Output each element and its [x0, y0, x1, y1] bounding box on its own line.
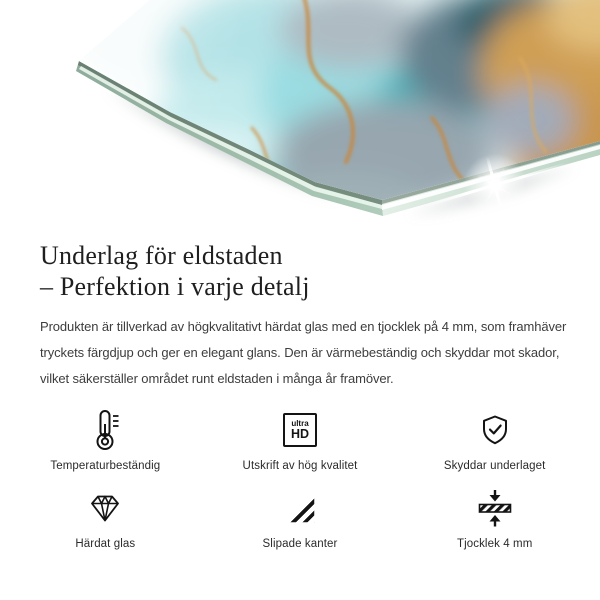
feature-print-quality [203, 408, 398, 472]
title-line-2: – Perfektion i varje detalj [40, 272, 310, 301]
features-grid [8, 408, 592, 550]
shield-check-icon [479, 408, 511, 452]
feature-label: Tjocklek 4 mm [456, 538, 533, 550]
page-title [40, 240, 600, 302]
feature-label: Härdat glas [75, 538, 136, 550]
product-description [40, 314, 600, 392]
ultra-hd-icon-text-bottom: HD [290, 427, 310, 441]
thermometer-icon [89, 408, 121, 452]
polished-edges-icon [284, 486, 315, 530]
feature-label: Temperaturbeständig [50, 460, 161, 472]
feature-tempered-glass [8, 486, 203, 550]
feature-thickness [397, 486, 592, 550]
description-line: vilket säkerställer området runt eldstaden i många år framöver. [40, 371, 394, 386]
ultra-hd-icon [283, 408, 317, 452]
feature-label: Utskrift av hög kvalitet [242, 460, 358, 472]
thickness-icon [475, 486, 515, 530]
title-line-1: Underlag för eldstaden [40, 241, 283, 270]
hero-section [0, 0, 600, 232]
feature-label: Skyddar underlaget [443, 460, 546, 472]
diamond-icon [87, 486, 123, 530]
feature-label: Slipade kanter [262, 538, 338, 550]
feature-polished-edges [203, 486, 398, 550]
description-line: tryckets färgdjup och ger en elegant glans. Den är värmebeständig och skyddar mot skador, [40, 345, 560, 360]
description-line: Produkten är tillverkad av högkvalitativt härdat glas med en tjocklek på 4 mm, som framhäver [40, 319, 567, 334]
ultra-hd-icon-text-top: ultra [291, 419, 309, 428]
feature-protection [397, 408, 592, 472]
feature-temperature [8, 408, 203, 472]
